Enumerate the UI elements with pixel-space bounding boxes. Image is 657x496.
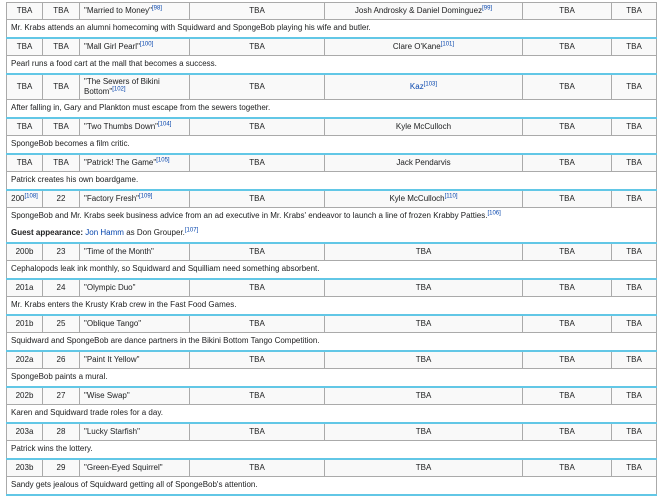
episode-summary: Sandy gets jealous of Squidward getting all of SpongeBob's attention. [11, 480, 258, 489]
reference-link[interactable]: [107] [184, 227, 199, 234]
episode-summary: After falling in, Gary and Plankton must escape from the sewers together. [11, 103, 271, 112]
episode-number: TBA [16, 6, 33, 15]
written-by-cell [325, 387, 523, 405]
episode-row [7, 423, 657, 441]
episode-number: 202b [15, 391, 34, 400]
episode-number: 200 [11, 194, 25, 203]
air-date-cell [523, 3, 612, 20]
guest-appearance [11, 228, 652, 238]
writer: TBA [415, 283, 432, 292]
season-episode-number: TBA [53, 6, 69, 15]
guest-role: as Don Grouper. [126, 228, 185, 237]
director: TBA [249, 319, 265, 328]
season-number-cell [43, 387, 80, 405]
air-date: TBA [559, 82, 575, 91]
directed-by-cell [190, 351, 325, 369]
air-date-cell [523, 154, 612, 172]
summary-row [7, 56, 657, 75]
viewers-cell [612, 351, 657, 369]
director: TBA [249, 283, 265, 292]
reference-link[interactable]: [102] [112, 86, 126, 93]
season-number-cell [43, 154, 80, 172]
air-date: TBA [559, 194, 575, 203]
writer: Josh Androsky & Daniel Dominguez [354, 6, 483, 15]
air-date-cell [523, 190, 612, 208]
viewers-cell [612, 3, 657, 20]
directed-by-cell [190, 459, 325, 477]
summary-row [7, 369, 657, 388]
viewers-cell [612, 423, 657, 441]
season-number-cell [43, 279, 80, 297]
episode-number-cell [7, 423, 43, 441]
written-by-cell [325, 3, 523, 20]
air-date: TBA [559, 355, 575, 364]
episode-number-cell [7, 315, 43, 333]
summary-cell [7, 369, 657, 388]
season-number-cell [43, 3, 80, 20]
episode-row [7, 38, 657, 56]
season-episode-number: TBA [53, 82, 69, 91]
reference-link[interactable]: [104] [158, 121, 172, 128]
episode-number-cell [7, 3, 43, 20]
viewers-cell [612, 459, 657, 477]
episode-number: 201b [15, 319, 34, 328]
episode-number-cell [7, 459, 43, 477]
episode-title: "Mall Girl Pearl" [84, 42, 140, 51]
title-cell [80, 423, 190, 441]
episode-number-cell [7, 279, 43, 297]
episode-title: "Time of the Month" [84, 247, 154, 256]
viewers-cell [612, 118, 657, 136]
reference-link[interactable]: [105] [156, 157, 170, 164]
written-by-cell [325, 243, 523, 261]
episode-title: "Lucky Starfish" [84, 427, 140, 436]
episode-title: "Wise Swap" [84, 391, 130, 400]
writer: TBA [415, 463, 432, 472]
episode-number-cell [7, 118, 43, 136]
viewers-cell [612, 38, 657, 56]
summary-row [7, 297, 657, 316]
episode-summary: SpongeBob becomes a film critic. [11, 139, 130, 148]
episode-title: "Paint It Yellow" [84, 355, 140, 364]
director: TBA [249, 247, 265, 256]
summary-row [7, 20, 657, 39]
viewers: TBA [626, 391, 642, 400]
episode-row [7, 74, 657, 100]
summary-cell [7, 333, 657, 352]
episode-number: 203a [15, 427, 34, 436]
summary-cell [7, 208, 657, 244]
season-number-cell [43, 38, 80, 56]
episode-row [7, 315, 657, 333]
season-number-cell [43, 315, 80, 333]
directed-by-cell [190, 154, 325, 172]
director: TBA [249, 122, 265, 131]
title-cell [80, 154, 190, 172]
summary-row [7, 172, 657, 191]
episode-number-cell [7, 387, 43, 405]
summary-cell [7, 172, 657, 191]
season-episode-number: TBA [53, 158, 69, 167]
viewers: TBA [626, 122, 642, 131]
directed-by-cell [190, 118, 325, 136]
directed-by-cell [190, 279, 325, 297]
summary-row [7, 136, 657, 155]
air-date: TBA [559, 319, 575, 328]
season-number-cell [43, 423, 80, 441]
guest-name-link[interactable]: Jon Hamm [85, 228, 124, 237]
episode-title: "Oblique Tango" [84, 319, 142, 328]
season-episode-number: 27 [56, 391, 66, 400]
air-date-cell [523, 118, 612, 136]
episode-title: "Married to Money" [84, 6, 152, 15]
episode-title: "Two Thumbs Down" [84, 122, 159, 131]
season-number-cell [43, 459, 80, 477]
episode-number: TBA [16, 122, 33, 131]
written-by-cell [325, 154, 523, 172]
reference-link[interactable]: [109] [139, 193, 153, 200]
air-date: TBA [559, 158, 575, 167]
air-date: TBA [559, 283, 575, 292]
season-number-cell [43, 74, 80, 100]
summary-cell [7, 405, 657, 424]
season-episode-number: 24 [56, 283, 66, 292]
written-by-cell [325, 118, 523, 136]
director: TBA [249, 391, 265, 400]
viewers: TBA [626, 319, 642, 328]
season-episode-number: 25 [56, 319, 66, 328]
title-cell [80, 118, 190, 136]
director: TBA [249, 42, 265, 51]
viewers-cell [612, 279, 657, 297]
episode-number-cell [7, 38, 43, 56]
guest-appearance-label: Guest appearance: [11, 228, 84, 237]
writer: Jack Pendarvis [396, 158, 451, 167]
air-date: TBA [559, 463, 575, 472]
writer: Kyle McCulloch [395, 122, 452, 131]
reference-link[interactable]: [101] [440, 41, 455, 48]
reference-link[interactable]: [103] [423, 81, 438, 88]
season-episode-number: TBA [53, 42, 69, 51]
episode-row [7, 3, 657, 20]
episode-row [7, 279, 657, 297]
title-cell [80, 38, 190, 56]
episode-number-cell [7, 74, 43, 100]
viewers: TBA [626, 247, 642, 256]
title-cell [80, 279, 190, 297]
summary-cell [7, 136, 657, 155]
episode-number: TBA [16, 158, 33, 167]
air-date: TBA [559, 42, 575, 51]
episode-summary: Patrick creates his own boardgame. [11, 175, 139, 184]
episode-row [7, 154, 657, 172]
summary-row [7, 405, 657, 424]
episode-title: "Factory Fresh" [84, 194, 140, 203]
episode-number: 201a [15, 283, 34, 292]
directed-by-cell [190, 243, 325, 261]
title-cell [80, 387, 190, 405]
summary-cell [7, 20, 657, 39]
title-cell [80, 351, 190, 369]
writer: TBA [415, 247, 432, 256]
directed-by-cell [190, 38, 325, 56]
air-date-cell [523, 351, 612, 369]
summary-row [7, 441, 657, 460]
viewers: TBA [626, 158, 642, 167]
air-date-cell [523, 243, 612, 261]
director: TBA [249, 6, 265, 15]
written-by-cell [325, 279, 523, 297]
viewers: TBA [626, 463, 642, 472]
directed-by-cell [190, 190, 325, 208]
writer: TBA [415, 319, 432, 328]
summary-cell [7, 477, 657, 496]
summary-row [7, 333, 657, 352]
episode-title: "Olympic Duo" [84, 283, 136, 292]
viewers-cell [612, 154, 657, 172]
title-cell [80, 74, 190, 100]
written-by-cell [325, 38, 523, 56]
episode-summary: Karen and Squidward trade roles for a day. [11, 408, 163, 417]
episode-summary: Cephalopods leak ink monthly, so Squidward and Squilliam need something absorbent. [11, 264, 320, 273]
viewers: TBA [626, 194, 642, 203]
air-date-cell [523, 459, 612, 477]
episode-summary: SpongeBob and Mr. Krabs seek business advice from an ad executive in Mr. Krabs' endeavor to launch a line of frozen Krabby Patties. [11, 211, 488, 220]
episode-row [7, 118, 657, 136]
viewers: TBA [626, 427, 642, 436]
air-date: TBA [559, 6, 575, 15]
episode-summary: Mr. Krabs enters the Krusty Krab crew in the Fast Food Games. [11, 300, 237, 309]
episode-row [7, 459, 657, 477]
episode-summary: Patrick wins the lottery. [11, 444, 93, 453]
episode-number: 200b [15, 247, 34, 256]
summary-cell [7, 261, 657, 280]
writer: TBA [415, 391, 432, 400]
director: TBA [249, 158, 265, 167]
air-date: TBA [559, 391, 575, 400]
writer: Kyle McCulloch [389, 194, 445, 203]
writer: TBA [415, 355, 432, 364]
episode-number: 202a [15, 355, 34, 364]
reference-link[interactable]: [106] [487, 210, 501, 217]
written-by-cell [325, 74, 523, 100]
viewers-cell [612, 315, 657, 333]
title-cell [80, 459, 190, 477]
writer[interactable]: Kaz [409, 82, 424, 91]
summary-row [7, 208, 657, 244]
director: TBA [249, 463, 265, 472]
written-by-cell [325, 459, 523, 477]
air-date: TBA [559, 247, 575, 256]
season-episode-number: 28 [56, 427, 66, 436]
directed-by-cell [190, 315, 325, 333]
written-by-cell [325, 423, 523, 441]
viewers: TBA [626, 283, 642, 292]
air-date: TBA [559, 427, 575, 436]
air-date-cell [523, 74, 612, 100]
reference-link[interactable]: [99] [482, 5, 493, 12]
writer: Clare O'Kane [392, 42, 441, 51]
episode-number: TBA [16, 42, 33, 51]
viewers-cell [612, 190, 657, 208]
episode-summary: Mr. Krabs attends an alumni homecoming with Squidward and SpongeBob playing his wife and butler. [11, 23, 371, 32]
episode-number-cell [7, 351, 43, 369]
episode-title: "Green-Eyed Squirrel" [84, 463, 163, 472]
director: TBA [249, 194, 265, 203]
episode-title: "Patrick! The Game" [84, 158, 157, 167]
reference-link[interactable]: [98] [151, 5, 162, 12]
directed-by-cell [190, 3, 325, 20]
viewers: TBA [626, 355, 642, 364]
written-by-cell [325, 190, 523, 208]
air-date-cell [523, 38, 612, 56]
episode-summary: Pearl runs a food cart at the mall that becomes a success. [11, 59, 217, 68]
summary-row [7, 100, 657, 119]
air-date-cell [523, 279, 612, 297]
air-date-cell [523, 423, 612, 441]
title-cell [80, 243, 190, 261]
directed-by-cell [190, 423, 325, 441]
written-by-cell [325, 315, 523, 333]
summary-row [7, 477, 657, 496]
summary-cell [7, 56, 657, 75]
summary-cell [7, 100, 657, 119]
episode-summary: SpongeBob paints a mural. [11, 372, 108, 381]
viewers: TBA [626, 42, 642, 51]
reference-link[interactable]: [108] [24, 193, 38, 200]
episode-row [7, 243, 657, 261]
episode-title: "The Sewers of Bikini Bottom" [84, 77, 160, 96]
viewers-cell [612, 243, 657, 261]
reference-link[interactable]: [110] [444, 193, 458, 200]
director: TBA [249, 355, 265, 364]
viewers: TBA [626, 82, 642, 91]
season-number-cell [43, 190, 80, 208]
episode-number-cell [7, 154, 43, 172]
season-number-cell [43, 243, 80, 261]
title-cell [80, 315, 190, 333]
season-episode-number: 26 [56, 355, 66, 364]
episode-table [6, 2, 657, 496]
episode-number-cell [7, 190, 43, 208]
summary-cell [7, 441, 657, 460]
episode-summary: Squidward and SpongeBob are dance partners in the Bikini Bottom Tango Competition. [11, 336, 320, 345]
title-cell [80, 3, 190, 20]
director: TBA [249, 82, 265, 91]
episode-number-cell [7, 243, 43, 261]
reference-link[interactable]: [100] [139, 41, 154, 48]
season-episode-number: 29 [56, 463, 66, 472]
director: TBA [249, 427, 265, 436]
episode-number: TBA [16, 82, 33, 91]
episode-number: 203b [15, 463, 34, 472]
season-number-cell [43, 351, 80, 369]
air-date-cell [523, 387, 612, 405]
directed-by-cell [190, 387, 325, 405]
episode-row [7, 351, 657, 369]
season-number-cell [43, 118, 80, 136]
episode-row [7, 190, 657, 208]
directed-by-cell [190, 74, 325, 100]
air-date-cell [523, 315, 612, 333]
viewers: TBA [626, 6, 642, 15]
summary-cell [7, 297, 657, 316]
season-episode-number: 22 [56, 194, 66, 203]
air-date: TBA [559, 122, 575, 131]
episode-row [7, 387, 657, 405]
title-cell [80, 190, 190, 208]
written-by-cell [325, 351, 523, 369]
season-episode-number: 23 [56, 247, 66, 256]
writer: TBA [415, 427, 432, 436]
viewers-cell [612, 387, 657, 405]
viewers-cell [612, 74, 657, 100]
season-episode-number: TBA [53, 122, 69, 131]
summary-row [7, 261, 657, 280]
